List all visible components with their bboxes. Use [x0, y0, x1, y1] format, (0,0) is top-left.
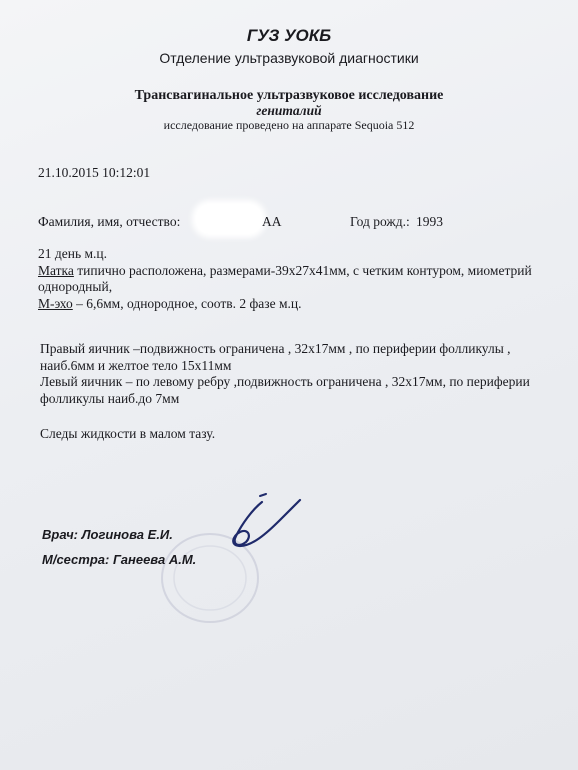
mecho-term: М-эхо — [38, 296, 73, 311]
uterus-term: Матка — [38, 263, 74, 278]
organization-name: ГУЗ УОКБ — [246, 26, 332, 45]
fluid-note: Следы жидкости в малом тазу. — [40, 426, 216, 441]
right-ovary-line-1: Правый яичник –подвижность ограничена , 32х17мм , по периферии фолликулы , — [40, 341, 511, 356]
patient-name-tail: АА — [262, 214, 282, 229]
right-ovary-line-2: наиб.6мм и желтое тело 15х11мм — [40, 358, 232, 373]
uterus-line-2: однородный, — [38, 279, 113, 294]
patient-name-label: Фамилия, имя, отчество: — [38, 214, 181, 229]
doctor-signature-label: Врач: Логинова Е.И. — [42, 527, 173, 542]
mecho-line — [38, 296, 301, 312]
redaction-patch — [196, 204, 262, 234]
uterus-line-1 — [38, 263, 532, 279]
left-ovary-line-1: Левый яичник – по левому ребру ,подвижность ограничена , 32х17мм, по периферии — [40, 374, 530, 389]
uterus-text: типично расположена, размерами-39х27х41мм, с четким контуром, миометрий — [73, 263, 532, 278]
exam-subtitle: гениталий — [256, 103, 322, 118]
birth-year-label: Год рожд.: — [350, 214, 410, 229]
nurse-signature-label: М/сестра: Ганеева А.М. — [42, 552, 197, 567]
mecho-text: – 6,6мм, однородное, соотв. 2 фазе м.ц. — [72, 296, 302, 311]
device-note: исследование проведено на аппарате Sequoia 512 — [163, 118, 415, 132]
left-ovary-line-2: фолликулы наиб.до 7мм — [40, 391, 180, 406]
exam-datetime: 21.10.2015 10:12:01 — [38, 165, 151, 180]
exam-title: Трансвагинальное ультразвуковое исследование — [134, 88, 444, 103]
cycle-day: 21 день м.ц. — [38, 246, 108, 261]
handwritten-signature — [222, 490, 312, 560]
birth-year: 1993 — [416, 214, 443, 229]
department-name: Отделение ультразвуковой диагностики — [159, 50, 419, 66]
